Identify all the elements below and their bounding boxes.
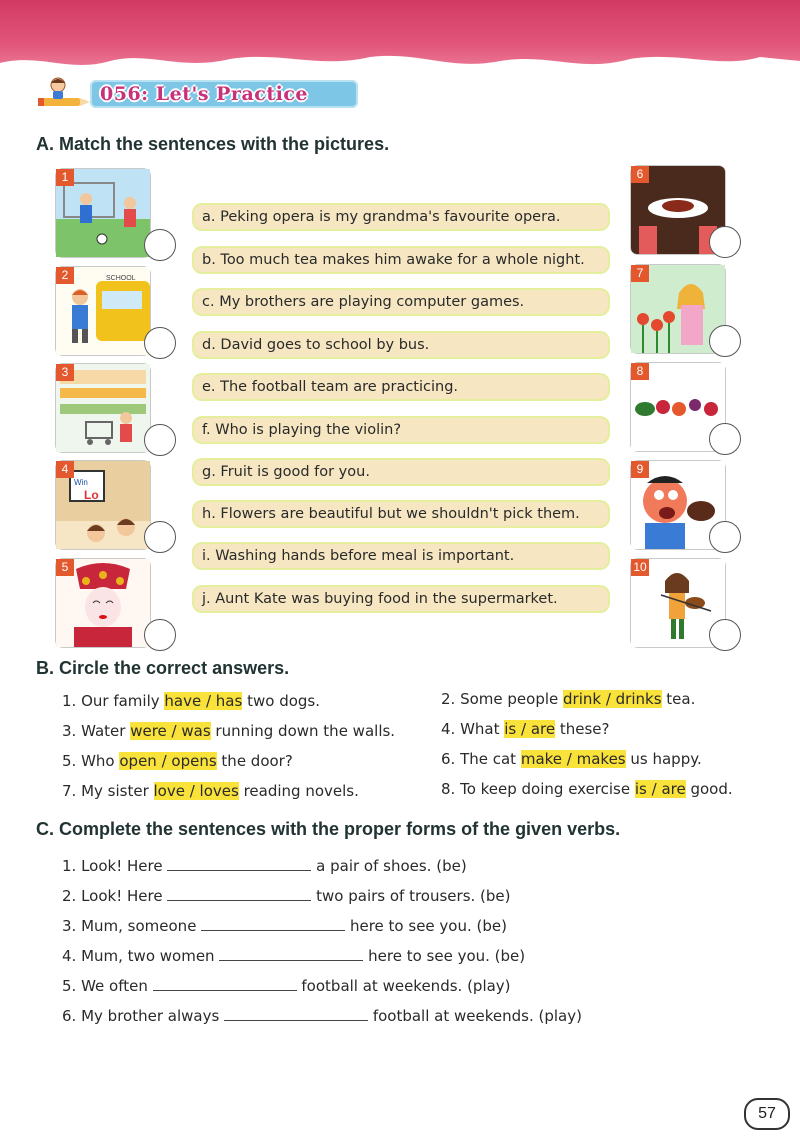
picture-6 [630,165,726,255]
b-item-suffix: the door? [216,752,293,770]
answer-circle[interactable] [144,521,176,553]
picture-2 [55,266,151,356]
c-item-3 [62,915,507,935]
answer-blank[interactable] [167,885,311,901]
sentence-b: b. Too much tea makes him awake for a whole night. [194,248,608,272]
c-item-2 [62,885,511,905]
header-band [0,0,800,80]
c-item-suffix: a pair of shoes. (be) [316,857,467,875]
b-item-suffix: reading novels. [238,782,359,800]
picture-number: 8 [631,363,649,380]
picture-number: 7 [631,265,649,282]
answer-blank[interactable] [219,945,363,961]
sentence-g: g. Fruit is good for you. [194,460,608,484]
picture-9 [630,460,726,550]
answer-choice[interactable]: is / are [634,780,686,798]
c-item-suffix: two pairs of trousers. (be) [316,887,511,905]
c-item-prefix: 3. Mum, someone [62,917,197,935]
b-item-4 [441,720,610,738]
page-number: 57 [744,1098,790,1130]
answer-choice[interactable]: were / was [130,722,211,740]
b-item-prefix: 1. Our family [62,692,165,710]
answer-circle[interactable] [144,424,176,456]
b-item-prefix: 4. What [441,720,505,738]
answer-circle[interactable] [144,229,176,261]
b-item-suffix: two dogs. [242,692,320,710]
picture-7 [630,264,726,354]
picture-number: 4 [56,461,74,478]
picture-number: 5 [56,559,74,576]
picture-8 [630,362,726,452]
c-item-4 [62,945,525,965]
b-item-5 [62,752,293,770]
picture-number: 9 [631,461,649,478]
answer-choice[interactable]: drink / drinks [563,690,662,708]
picture-4 [55,460,151,550]
sentence-i: i. Washing hands before meal is important. [194,544,608,568]
game-score-text: Lo [84,488,99,502]
c-item-suffix: here to see you. (be) [368,947,526,965]
b-item-2 [441,690,695,708]
sentence-j: j. Aunt Kate was buying food in the supermarket. [194,587,608,611]
picture-10 [630,558,726,648]
c-item-5 [62,975,511,995]
picture-number: 10 [631,559,649,576]
picture-number: 6 [631,166,649,183]
answer-choice[interactable]: is / are [504,720,556,738]
sentence-e: e. The football team are practicing. [194,375,608,399]
sentence-c: c. My brothers are playing computer games. [194,290,608,314]
b-item-3 [62,722,395,740]
section-c-heading: C. Complete the sentences with the proper forms of the given verbs. [36,819,621,839]
c-item-prefix: 5. We often [62,977,148,995]
answer-choice[interactable]: make / makes [520,750,626,768]
answer-choice[interactable]: have / has [164,692,243,710]
b-item-prefix: 3. Water [62,722,131,740]
kid-on-pencil-icon [36,76,92,114]
c-item-prefix: 4. Mum, two women [62,947,215,965]
c-item-suffix: football at weekends. (play) [372,1007,582,1025]
lesson-badge [36,76,366,114]
c-item-prefix: 6. My brother always [62,1007,220,1025]
c-item-suffix: here to see you. (be) [349,917,507,935]
c-item-prefix: 2. Look! Here [62,887,163,905]
sentence-h: h. Flowers are beautiful but we shouldn't pick them. [194,502,608,526]
section-a-heading: A. Match the sentences with the pictures. [36,134,390,154]
answer-blank[interactable] [201,915,345,931]
c-item-suffix: football at weekends. (play) [301,977,511,995]
answer-circle[interactable] [709,226,741,258]
answer-blank[interactable] [224,1005,368,1021]
answer-circle[interactable] [709,423,741,455]
answer-circle[interactable] [709,521,741,553]
picture-3 [55,363,151,453]
answer-choice[interactable]: open / opens [119,752,217,770]
page-title: 056: Let's Practice [100,83,308,105]
game-sign-text: Win [74,478,88,487]
b-item-suffix: running down the walls. [210,722,396,740]
picture-number: 2 [56,267,74,284]
b-item-suffix: good. [685,780,733,798]
answer-blank[interactable] [167,855,311,871]
answer-circle[interactable] [144,619,176,651]
picture-5 [55,558,151,648]
sentence-a: a. Peking opera is my grandma's favourite opera. [194,205,608,229]
b-item-1 [62,692,320,710]
c-item-6 [62,1005,582,1025]
answer-circle[interactable] [144,327,176,359]
b-item-suffix: us happy. [625,750,702,768]
b-item-prefix: 8. To keep doing exercise [441,780,635,798]
b-item-prefix: 2. Some people [441,690,563,708]
b-item-prefix: 5. Who [62,752,120,770]
section-b-heading: B. Circle the correct answers. [36,658,290,678]
c-item-1 [62,855,467,875]
b-item-suffix: tea. [661,690,696,708]
sentence-f: f. Who is playing the violin? [194,418,608,442]
picture-number: 3 [56,364,74,381]
b-item-6 [441,750,702,768]
answer-circle[interactable] [709,325,741,357]
b-item-8 [441,780,733,798]
c-item-prefix: 1. Look! Here [62,857,163,875]
answer-choice[interactable]: love / loves [153,782,239,800]
b-item-suffix: these? [555,720,610,738]
picture-number: 1 [56,169,74,186]
answer-blank[interactable] [153,975,297,991]
school-sign-text: SCHOOL [106,275,136,282]
answer-circle[interactable] [709,619,741,651]
sentence-d: d. David goes to school by bus. [194,333,608,357]
b-item-7 [62,782,359,800]
picture-1 [55,168,151,258]
b-item-prefix: 7. My sister [62,782,154,800]
b-item-prefix: 6. The cat [441,750,521,768]
